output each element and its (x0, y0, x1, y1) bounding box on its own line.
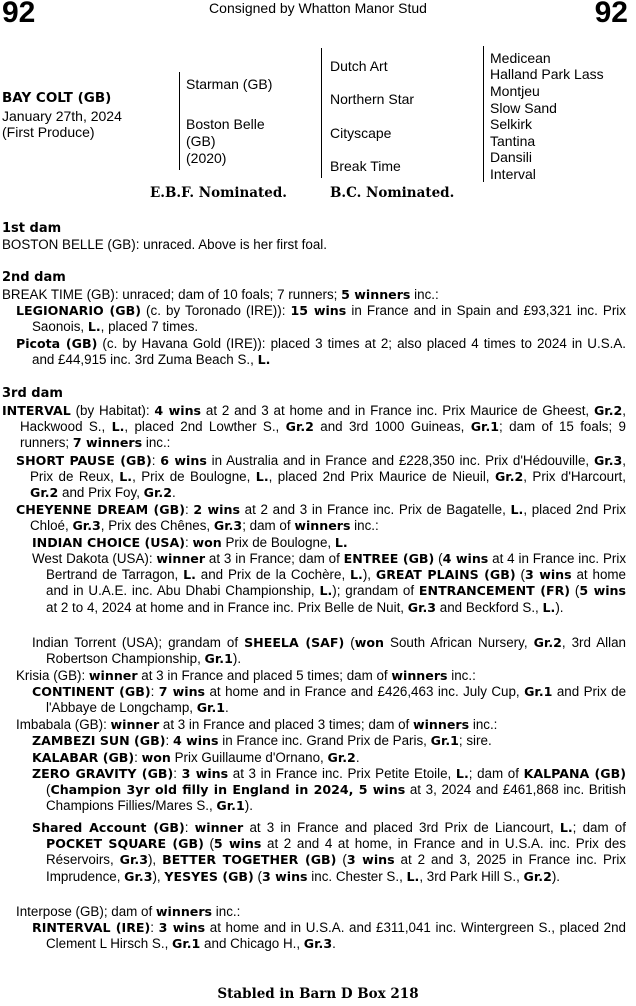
pedigree-gen2-4: Break Time (330, 158, 401, 174)
third-dam-heading: 3rd dam (2, 386, 63, 401)
picota-name: Picota (GB) (16, 336, 98, 351)
ebf-nomination: E.B.F. Nominated. (150, 185, 288, 201)
pedigree-gen3-5: Selkirk (490, 116, 533, 132)
zero-gravity-entry: ZERO GRAVITY (GB): 3 wins at 3 in France inc. Prix Petite Etoile, L.; dam of KALPANA (GB) (Champion 3yr old filly in England in 2024, 5 wins at 3, 2024 and £461,868 inc. British Champions Fillies/Mares S., Gr.1). (32, 766, 626, 814)
legionario-name: LEGIONARIO (GB) (16, 303, 141, 318)
indian-torrent-entry: Indian Torrent (USA); grandam of SHEELA (SAF) (won South African Nursery, Gr.2, 3rd Allan Robertson Championship, Gr.1). (32, 635, 626, 667)
picota-entry: Picota (GB) (c. by Havana Gold (IRE)): placed 3 times at 2; also placed 4 times to 2024 in U.S.A. and £44,915 inc. 3rd Zuma Beach S., L. (16, 336, 626, 368)
pedigree-line-1 (179, 72, 180, 170)
pedigree-line-3 (483, 46, 484, 182)
consignor: Consigned by Whatton Manor Stud (209, 0, 427, 16)
short-pause-entry: SHORT PAUSE (GB): 6 wins in Australia and in France and £228,350 inc. Prix d'Hédouville, Gr.3, Prix de Reux, L., Prix de Boulogne, L., placed 2nd Prix Maurice de Nieuil, Gr.2, Prix d'Harcourt, Gr.2 and Prix Foy, Gr.2. (16, 453, 627, 501)
lot-number-right: 92 (594, 0, 628, 29)
pedigree-gen3-6: Tantina (490, 133, 536, 149)
cheyenne-dream-entry: CHEYENNE DREAM (GB): 2 wins at 2 and 3 in France inc. Prix de Bagatelle, L., placed 2nd Prix Chloé, Gr.3, Prix des Chênes, Gr.3; dam of winners inc.: (16, 502, 626, 534)
zambezi-sun-entry: ZAMBEZI SUN (GB): 4 wins in France inc. Grand Prix de Paris, Gr.1; sire. (32, 733, 492, 748)
pedigree-gen3-8: Interval (490, 166, 536, 182)
stabling-footer: Stabled in Barn D Box 218 (217, 986, 419, 1002)
lot-number-left: 92 (2, 0, 36, 29)
pedigree-gen2-2: Northern Star (330, 91, 415, 107)
first-dam-heading: 1st dam (2, 221, 62, 236)
bc-nomination: B.C. Nominated. (330, 185, 455, 201)
pedigree-gen3-4: Slow Sand (490, 100, 557, 116)
pedigree-line-2 (321, 48, 322, 178)
pedigree-dam-line3: (2020) (186, 150, 227, 166)
pedigree-gen3-2: Halland Park Lass (490, 66, 604, 82)
pedigree-sire: Starman (GB) (186, 76, 273, 92)
pedigree-gen3-1: Medicean (490, 50, 551, 66)
rinterval-entry: RINTERVAL (IRE): 3 wins at home and in U.S.A. and £311,041 inc. Wintergreen S., placed 2nd Clement L Hirsch S., Gr.1 and Chicago H., Gr.3. (32, 920, 626, 952)
horse-dob: January 27th, 2024 (2, 108, 122, 124)
indian-choice-entry: INDIAN CHOICE (USA): won Prix de Boulogne, L. (32, 535, 348, 550)
second-dam-heading: 2nd dam (2, 270, 66, 285)
west-dakota-entry: West Dakota (USA): winner at 3 in France; dam of ENTREE (GB) (4 wins at 4 in France inc. Prix Bertrand de Tarragon, L. and Prix de la Cochère, L.), GREAT PLAINS (GB) (3 wins at home and in U.A.E. inc. Abu Dhabi Championship, L.); grandam of ENTRANCEMENT (FR) (5 wins at 2 to 4, 2024 at home and in France inc. Prix Belle de Nuit, Gr.3 and Beckford S., L.). (32, 551, 627, 615)
interval-entry: INTERVAL (by Habitat): 4 wins at 2 and 3 at home and in France inc. Prix Maurice de Gheest, Gr.2, Hackwood S., L., placed 2nd Lowther S., Gr.2 and 3rd 1000 Guineas, Gr.1; dam of 15 foals; 9 runners; 7 winners inc.: (2, 403, 627, 451)
interpose-entry: Interpose (GB); dam of winners inc.: (16, 904, 241, 919)
imbabala-entry: Imbabala (GB): winner at 3 in France and placed 3 times; dam of winners inc.: (16, 717, 498, 732)
pedigree-dam-line1: Boston Belle (186, 116, 265, 132)
first-dam-text: BOSTON BELLE (GB): unraced. Above is her first foal. (2, 237, 327, 252)
pedigree-gen3-3: Montjeu (490, 83, 540, 99)
horse-produce: (First Produce) (2, 124, 95, 140)
pedigree-dam-line2: (GB) (186, 133, 216, 149)
legionario-entry: LEGIONARIO (GB) (c. by Toronado (IRE)): 15 wins in France and in Spain and £93,321 inc. Prix Saonois, L., placed 7 times. (16, 303, 626, 335)
shared-account-entry: Shared Account (GB): winner at 3 in France and placed 3rd Prix de Liancourt, L.; dam of POCKET SQUARE (GB) (5 wins at 2 and 4 at home, in France and in U.S.A. inc. Prix des Réservoirs, Gr.3), BETTER TOGETHER (GB) (3 wins at 2 and 3, 2025 in France inc. Prix Imprudence, Gr.3), YESYES (GB) (3 wins inc. Chester S., L., 3rd Park Hill S., Gr.2). (32, 820, 626, 884)
pedigree-gen3-7: Dansili (490, 149, 533, 165)
pedigree-gen2-3: Cityscape (330, 125, 392, 141)
kalabar-entry: KALABAR (GB): won Prix Guillaume d'Ornano, Gr.2. (32, 750, 360, 765)
horse-title: BAY COLT (GB) (2, 90, 112, 106)
krisia-entry: Krisia (GB): winner at 3 in France and placed 5 times; dam of winners inc.: (16, 668, 476, 683)
continent-entry: CONTINENT (GB): 7 wins at home and in France and £426,463 inc. July Cup, Gr.1 and Prix de l'Abbaye de Longchamp, Gr.1. (32, 684, 627, 716)
pedigree-gen2-1: Dutch Art (330, 58, 388, 74)
second-dam-intro: BREAK TIME (GB): unraced; dam of 10 foals; 7 runners; 5 winners inc.: (2, 287, 439, 302)
